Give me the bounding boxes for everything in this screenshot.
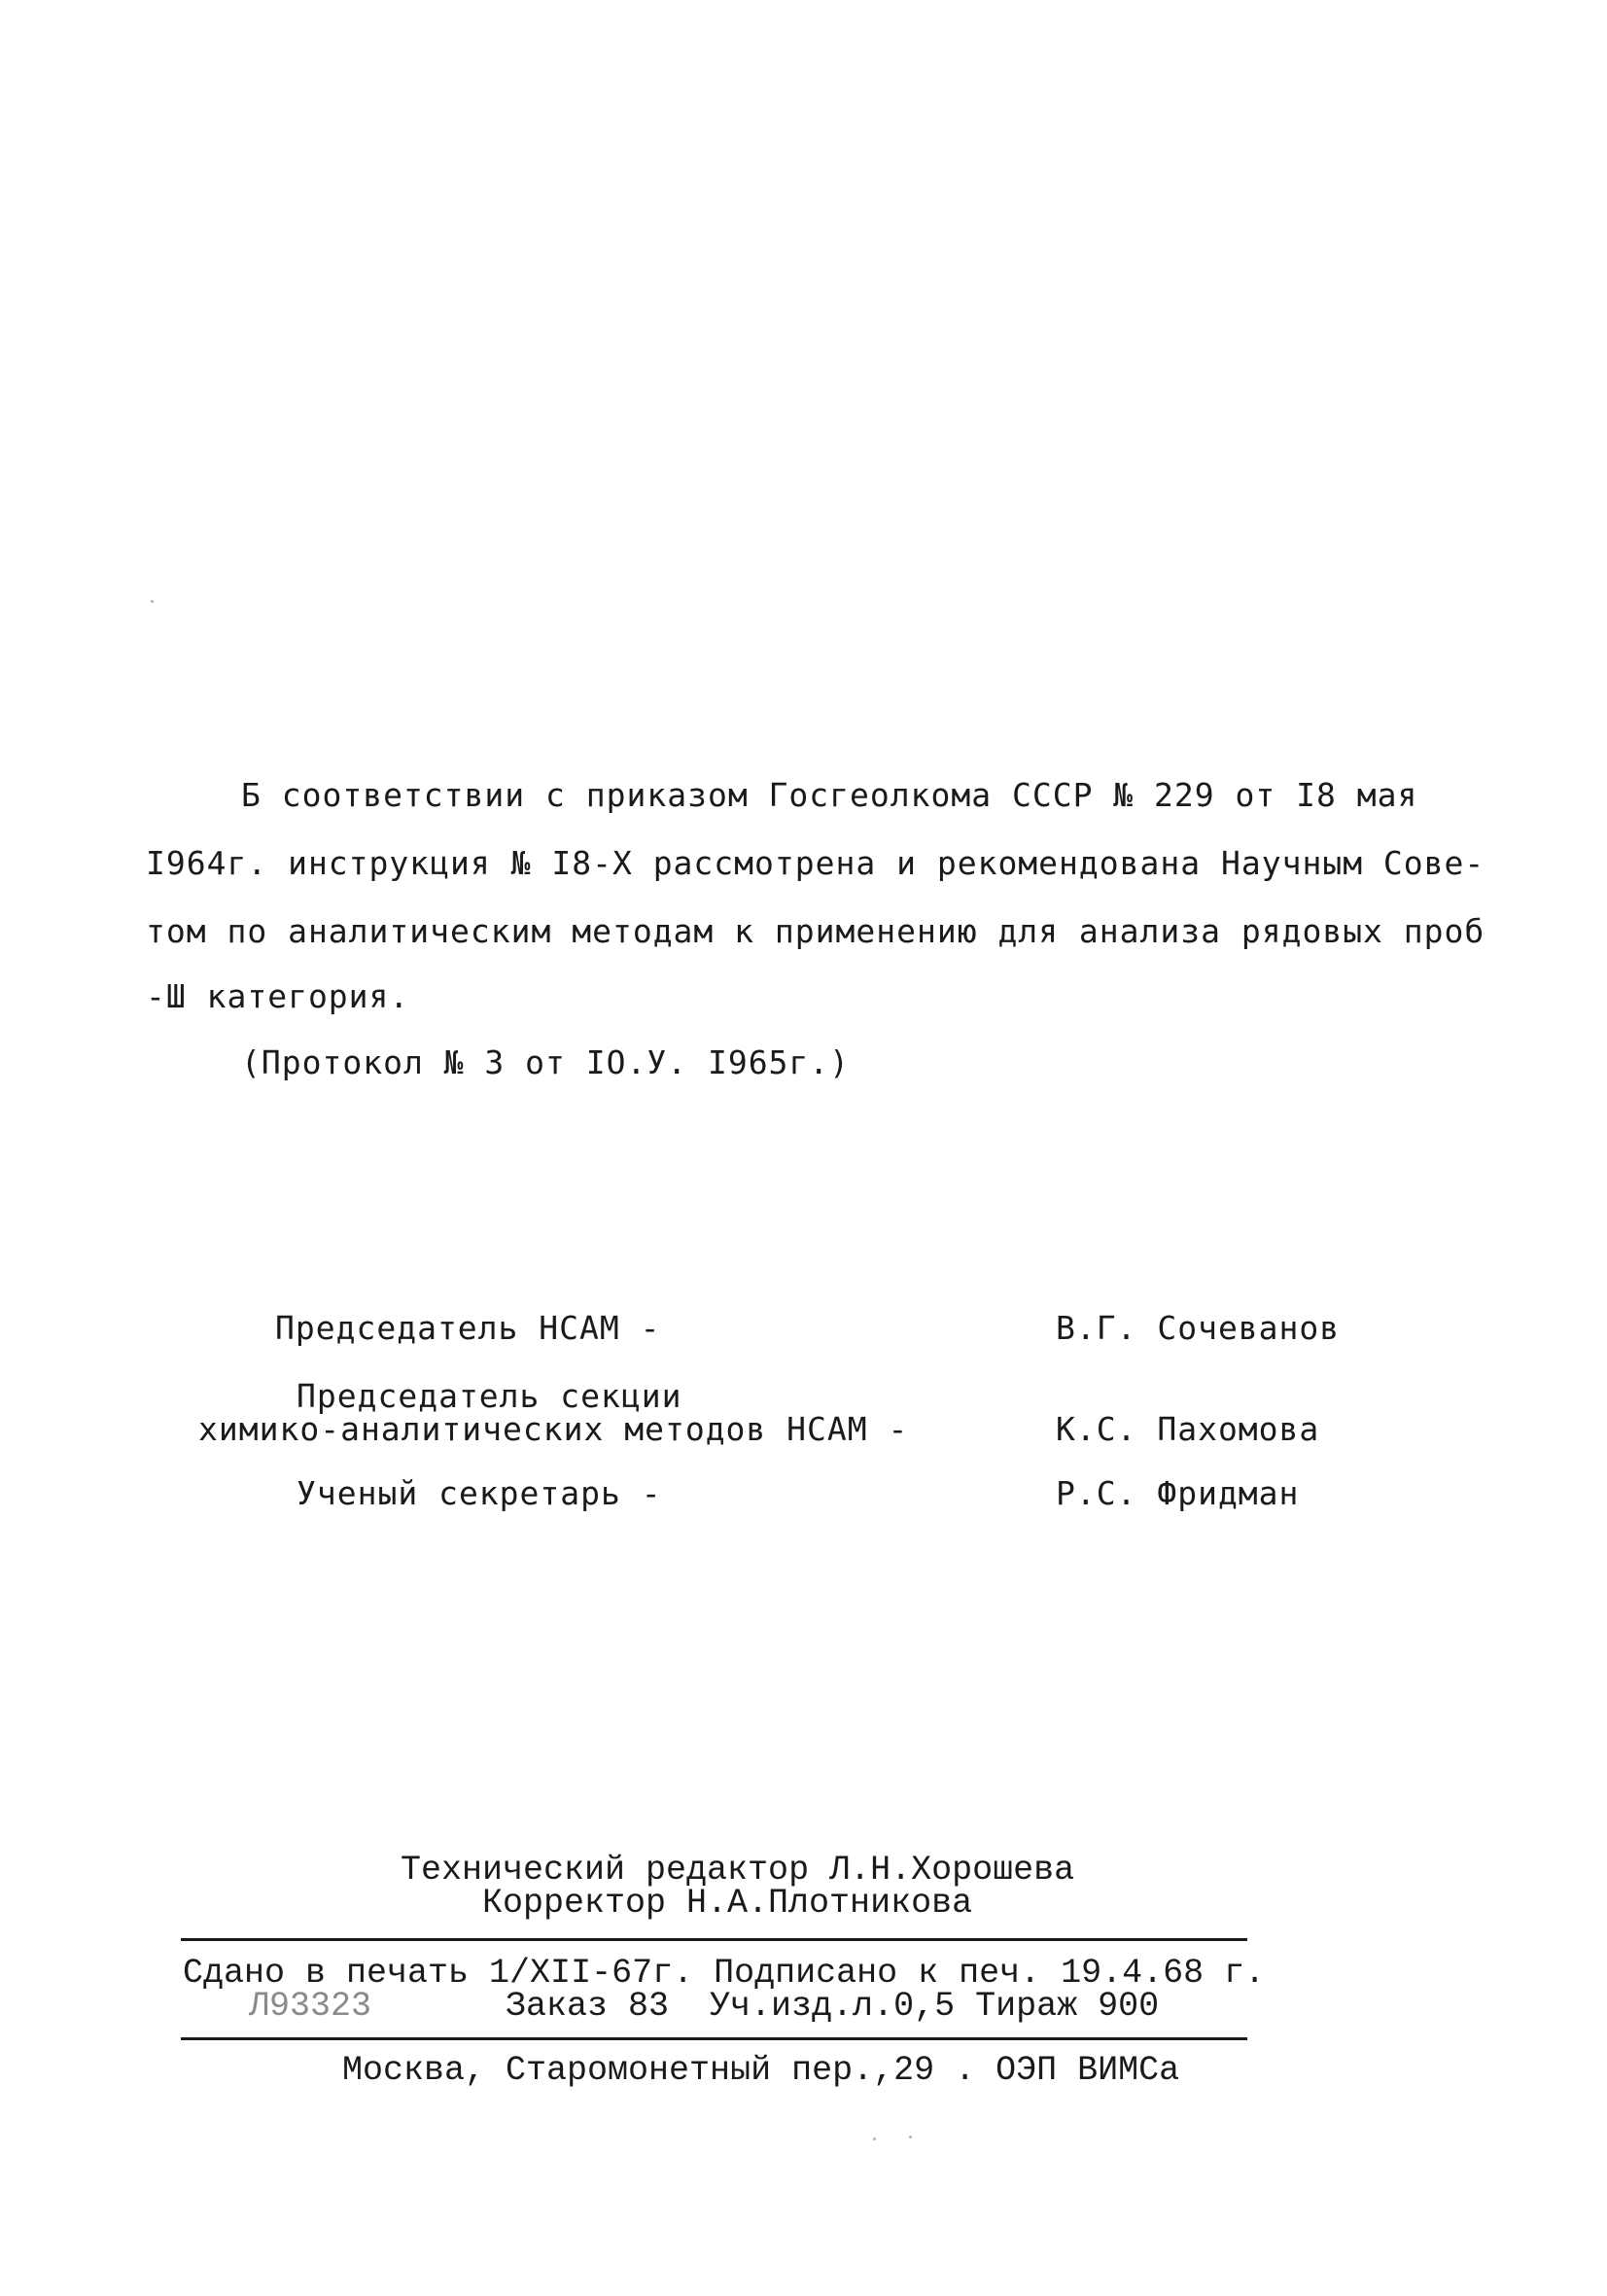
approval-line-4: -Ш категория. [146, 977, 410, 1015]
corrector: Корректор Н.А.Плотникова [482, 1884, 973, 1923]
technical-editor: Технический редактор Л.Н.Хорошева [401, 1851, 1075, 1890]
imprint-top-rule [181, 1938, 1247, 1941]
signatory-name-chairman: В.Г. Сочеванов [1056, 1309, 1341, 1347]
signatory-role-secretary: Ученый секретарь - [297, 1474, 662, 1512]
scan-speck [151, 600, 154, 603]
scan-speck [909, 2136, 912, 2138]
signatory-role-chairman: Председатель НСАМ - [275, 1309, 661, 1347]
approval-line-1: Б соответствии с приказом Госгеолкома СССР № 229 от I8 мая [241, 776, 1418, 814]
signatory-role-section-chair-2: химико-аналитических методов НСАМ - [198, 1410, 909, 1448]
print-date-line: Сдано в печать 1/XII-67г. Подписано к печ. 19.4.68 г. [183, 1954, 1266, 1993]
signatory-role-section-chair-1: Председатель секции [297, 1377, 682, 1415]
signatory-name-section-chair: К.С. Пахомова [1056, 1410, 1320, 1448]
order-line: Заказ 83 Уч.изд.л.0,5 Тираж 900 [506, 1987, 1160, 2026]
approval-line-3: том по аналитическим методам к применению для анализа рядовых проб [146, 912, 1485, 950]
approval-line-2: I964г. инструкция № I8-Х рассмотрена и рекомендована Научным Сове- [146, 844, 1485, 882]
scan-speck [873, 2137, 876, 2140]
order-code: Л93323 [249, 1987, 372, 2026]
protocol-reference: (Протокол № 3 от IO.У. I965г.) [241, 1043, 851, 1081]
signatory-name-secretary: Р.С. Фридман [1056, 1474, 1300, 1512]
publisher-address: Москва, Старомонетный пер.,29 . ОЭП ВИМСа [342, 2051, 1180, 2090]
imprint-bottom-rule [181, 2037, 1247, 2040]
